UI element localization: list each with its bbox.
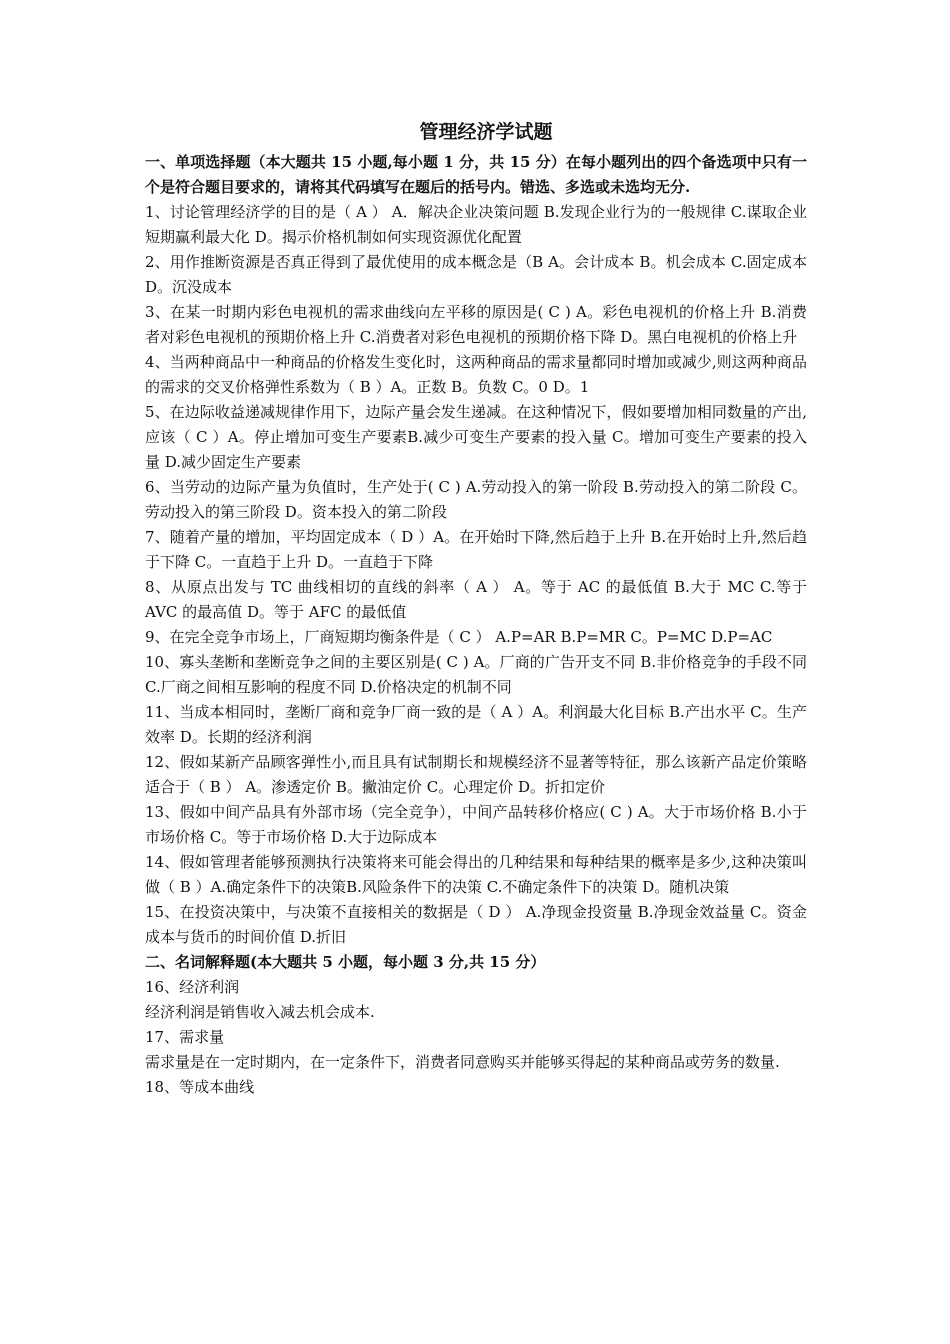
question-text: 3、在某一时期内彩色电视机的需求曲线向左平移的原因是( C ) A。彩色电视机的价格上升 <box>145 303 756 321</box>
term-title: 17、需求量 <box>145 1028 225 1046</box>
question-option: D.折旧 <box>299 928 347 946</box>
page-title: 管理经济学试题 <box>419 121 553 143</box>
term-title: 16、经济利润 <box>145 978 240 996</box>
question-item <box>145 625 807 650</box>
question-text: 13、假如中间产品具有外部市场（完全竞争），中间产品转移价格应( C ) A。大于市场价格 <box>145 803 756 821</box>
question-item <box>145 300 807 350</box>
question-text: 2、用作推断资源是否真正得到了最优使用的成本概念是（B A。会计成本 B。机会成本 C.固定成本 <box>145 253 807 271</box>
question-item <box>145 750 807 800</box>
question-option: D。长期的经济利润 <box>179 728 312 746</box>
question-item <box>145 700 807 750</box>
question-option: D。随机决策 <box>642 878 730 896</box>
question-text: 8、从原点出发与 TC 曲线相切的直线的斜率（ A ） A。等于 AC 的最低值 B.大于 MC C.等于 AVC 的最高值 <box>145 578 807 621</box>
question-item <box>145 350 807 400</box>
question-option: D.P=AC <box>711 628 773 646</box>
question-item <box>145 250 807 300</box>
question-option: D.价格决定的机制不同 <box>360 678 512 696</box>
question-option: D。资本投入的第二阶段 <box>284 503 447 521</box>
question-item <box>145 850 807 900</box>
question-item <box>145 650 807 700</box>
question-item <box>145 900 807 950</box>
question-text: 4、当两种商品中一种商品的价格发生变化时，这两种商品的需求量都同时增加或减少,则这两种商品的需求的交叉价格弹性系数为（ B ）A。正数 B。负数 C。0 D。1 <box>145 353 807 396</box>
question-text: 9、在完全竞争市场上，厂商短期均衡条件是（ C ） A.P=AR B.P=MR C。P=MC <box>145 628 707 646</box>
question-text: 6、当劳动的边际产量为负值时，生产处于( C ) A.劳动投入的第一阶段 B.劳动投入的第二阶段 C。劳动投入的第三阶段 <box>145 478 807 521</box>
question-text: 15、在投资决策中，与决策不直接相关的数据是（ D ） A.净现金投资量 B.净现金效益量 C。资金成本与货币的时间价值 <box>145 903 807 946</box>
question-option: D。揭示价格机制如何实现资源优化配置 <box>254 228 522 246</box>
question-text: 11、当成本相同时，垄断厂商和竞争厂商一致的是（ A ）A。利润最大化目标 B.产出水平 C。生产效率 <box>145 703 807 746</box>
question-text: 7、随着产量的增加，平均固定成本（ D ）A。在开始时下降,然后趋于上升 B.在开始时上升,然后趋于下降 C。一直趋于上升 <box>145 528 807 571</box>
question-list <box>145 200 807 950</box>
question-option: D。等于 AFC 的最低值 <box>246 603 407 621</box>
question-text: 1、讨论管理经济学的目的是（ A ） A．解决企业决策问题 B.发现企业行为的一般规律 C.谋取企业短期赢利最大化 <box>145 203 807 246</box>
term-answer: 经济利润是销售收入减去机会成本. <box>145 1003 375 1021</box>
question-option: B.小于市场价格 C。等于市场价格 D.大于边际成本 <box>145 803 807 846</box>
question-option: D.减少固定生产要素 <box>164 453 302 471</box>
question-option: D。沉没成本 <box>145 278 233 296</box>
question-item <box>145 800 807 850</box>
section1-heading: 一、单项选择题（本大题共 15 小题,每小题 1 分，共 15 分）在每小题列出的四个备选项中只有一个是符合题目要求的，请将其代码填写在题后的括号内。错选、多选或未选均无分. <box>145 153 807 196</box>
question-text: 5、在边际收益递减规律作用下，边际产量会发生递减。在这种情况下，假如要增加相同数量的产出,应该（ C ）A。停止增加可变生产要素B.减少可变生产要素的投入量 C。增加可变生产要素的投入量 <box>145 403 807 471</box>
question-text: 14、假如管理者能够预测执行决策将来可能会得出的几种结果和每种结果的概率是多少,这种决策叫做（ B ）A.确定条件下的决策B.风险条件下的决策 C.不确定条件下的决策 <box>145 853 807 896</box>
question-item <box>145 575 807 625</box>
question-option: B.消费者对彩色电视机的预期价格上升 C.消费者对彩色电视机的预期价格下降 D。黑白电视机的价格上升 <box>145 303 807 346</box>
question-text: 12、假如某新产品顾客弹性小,而且具有试制期长和规模经济不显著等特征，那么该新产品定价策略适合于（ B ） A。渗透定价 B。撇油定价 C。心理定价 D。折扣定价 <box>145 753 807 796</box>
question-item <box>145 525 807 575</box>
question-option: D。一直趋于下降 <box>316 553 434 571</box>
section2-heading: 二、名词解释题(本大题共 5 小题，每小题 3 分,共 15 分） <box>145 953 546 971</box>
term-title: 18、等成本曲线 <box>145 1078 255 1096</box>
term-list <box>145 975 807 1100</box>
question-item <box>145 400 807 475</box>
question-item <box>145 200 807 250</box>
question-item <box>145 475 807 525</box>
question-text: 10、寡头垄断和垄断竞争之间的主要区别是( C ) A。厂商的广告开支不同 B.非价格竞争的手段不同 C.厂商之间相互影响的程度不同 <box>145 653 807 696</box>
term-answer: 需求量是在一定时期内，在一定条件下，消费者同意购买并能够买得起的某种商品或劳务的数量. <box>145 1053 780 1071</box>
document-page <box>145 118 807 1100</box>
